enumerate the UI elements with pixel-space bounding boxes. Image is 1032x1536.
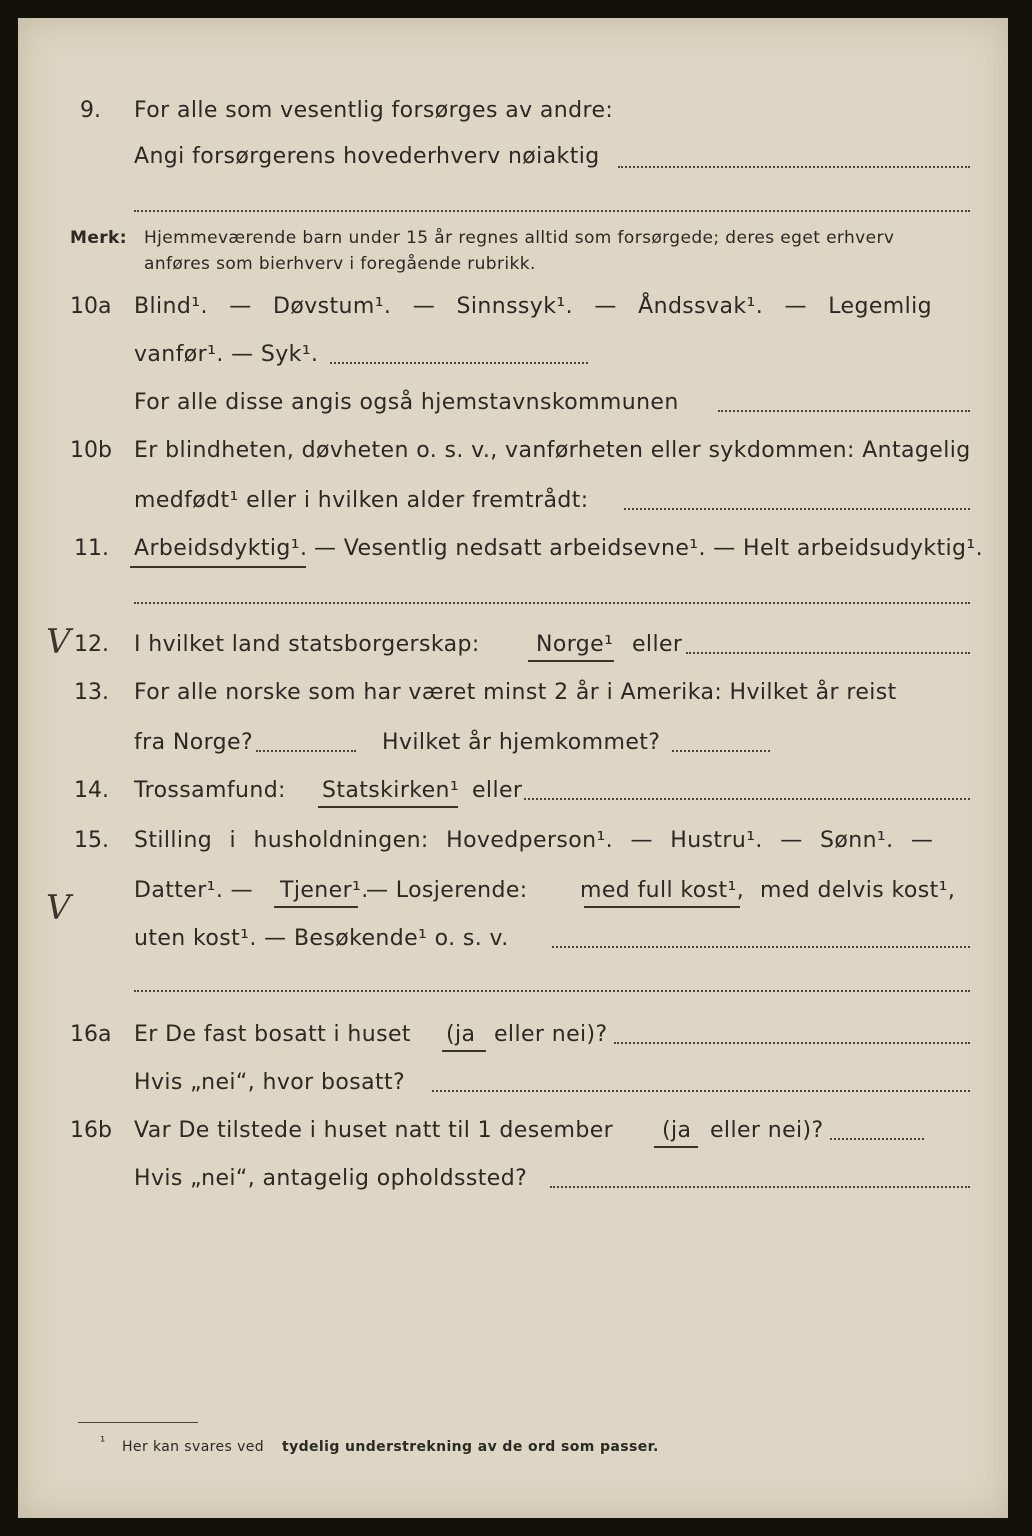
q11-options: — Vesentlig nedsatt arbeidsevne¹. — Helt arbeidsudyktig¹. — [314, 536, 984, 561]
q14-answer: Statskirken¹ — [322, 778, 460, 803]
q16a-line1a: Er De fast bosatt i huset — [134, 1022, 411, 1047]
q11-answer: Arbeidsdyktig¹. — [134, 536, 308, 561]
q16b-line1c: eller nei)? — [710, 1118, 824, 1143]
q11-extra-line[interactable] — [134, 602, 970, 604]
q16a-residence-line[interactable] — [432, 1090, 970, 1092]
q11-handwritten-underline — [130, 566, 306, 568]
q15-line1: Stilling i husholdningen: Hovedperson¹. — Hustru¹. — Sønn¹. — — [134, 828, 934, 853]
q15-line2a: Datter¹. — — [134, 878, 254, 903]
q10b-answer-line[interactable] — [624, 508, 970, 510]
q10a-line1: Blind¹. — Døvstum¹. — Sinnssyk¹. — Åndssvak¹. — Legemlig — [134, 294, 932, 319]
q16a-underline-ja — [442, 1050, 486, 1052]
footnote-rule — [78, 1422, 198, 1423]
q15-line2c: — Losjerende: — [366, 878, 528, 903]
check-mark-12: V — [46, 622, 71, 662]
q12-number: 12. — [74, 632, 109, 657]
q10a-number: 10a — [70, 294, 112, 319]
q15-underline-full-kost — [584, 906, 740, 908]
q15-number: 15. — [74, 828, 109, 853]
q16a-answer-line[interactable] — [614, 1042, 970, 1044]
q13-number: 13. — [74, 680, 109, 705]
q16a-line1b: (ja — [446, 1022, 476, 1047]
merk-line1: Hjemmeværende barn under 15 år regnes alltid som forsørgede; deres eget erhverv — [144, 228, 895, 248]
q14-number: 14. — [74, 778, 109, 803]
q13-line2b: Hvilket år hjemkommet? — [382, 730, 661, 755]
q12-or: eller — [632, 632, 683, 657]
q15-line2e: med delvis kost¹, — [760, 878, 956, 903]
q15-line3: uten kost¹. — Besøkende¹ o. s. v. — [134, 926, 509, 951]
q16a-line1c: eller nei)? — [494, 1022, 608, 1047]
census-form-page — [18, 18, 1008, 1518]
q9-answer-line[interactable] — [618, 166, 970, 168]
q10a-answer-line[interactable] — [330, 362, 588, 364]
q9-line2: Angi forsørgerens hovederhverv nøiaktig — [134, 144, 600, 169]
footnote-text: Her kan svares ved — [122, 1439, 265, 1455]
q13-line2a: fra Norge? — [134, 730, 254, 755]
q12-answer: Norge¹ — [536, 632, 614, 657]
q12-answer-line[interactable] — [686, 652, 970, 654]
q13-line1: For alle norske som har været minst 2 år i Amerika: Hvilket år reist — [134, 680, 897, 705]
q9-number: 9. — [80, 98, 101, 123]
q9-line1: For alle som vesentlig forsørges av andre: — [134, 98, 614, 123]
q10b-number: 10b — [70, 438, 112, 463]
q16b-number: 16b — [70, 1118, 112, 1143]
q16b-location-line[interactable] — [550, 1186, 970, 1188]
q10a-line2: vanfør¹. — Syk¹. — [134, 342, 319, 367]
footnote-bold-text: tydelig understrekning av de ord som passer. — [282, 1439, 659, 1455]
q13-year-left-line[interactable] — [256, 750, 356, 752]
q16b-underline-ja — [654, 1146, 698, 1148]
q12-underline — [528, 660, 614, 662]
q12-question: I hvilket land statsborgerskap: — [134, 632, 480, 657]
footnote-mark: ¹ — [100, 1435, 106, 1450]
q10b-line1: Er blindheten, døvheten o. s. v., vanførheten eller sykdommen: Antagelig — [134, 438, 971, 463]
q16b-line2: Hvis „nei“, antagelig opholdssted? — [134, 1166, 528, 1191]
q15-extra-line[interactable] — [134, 990, 970, 992]
q15-line2b: Tjener¹. — [280, 878, 369, 903]
q10a-line3: For alle disse angis også hjemstavnskommunen — [134, 390, 679, 415]
check-mark-15: V — [46, 888, 71, 928]
q15-answer-line[interactable] — [552, 946, 970, 948]
q16b-answer-line[interactable] — [830, 1138, 924, 1140]
q13-year-returned-line[interactable] — [672, 750, 770, 752]
q9-extra-line[interactable] — [134, 210, 970, 212]
q16a-line2: Hvis „nei“, hvor bosatt? — [134, 1070, 406, 1095]
q14-answer-line[interactable] — [524, 798, 970, 800]
q15-underline-tjener — [274, 906, 358, 908]
q16a-number: 16a — [70, 1022, 112, 1047]
merk-line2: anføres som bierhverv i foregående rubrikk. — [144, 254, 536, 274]
q14-or: eller — [472, 778, 523, 803]
q15-line2d: med full kost¹, — [580, 878, 745, 903]
q11-number: 11. — [74, 536, 109, 561]
merk-label: Merk: — [70, 228, 127, 248]
q10a-municipality-line[interactable] — [718, 410, 970, 412]
q14-underline — [318, 806, 458, 808]
q16b-line1b: (ja — [662, 1118, 692, 1143]
q10b-line2: medfødt¹ eller i hvilken alder fremtrådt: — [134, 488, 589, 513]
q14-question: Trossamfund: — [134, 778, 286, 803]
q16b-line1a: Var De tilstede i huset natt til 1 desember — [134, 1118, 614, 1143]
